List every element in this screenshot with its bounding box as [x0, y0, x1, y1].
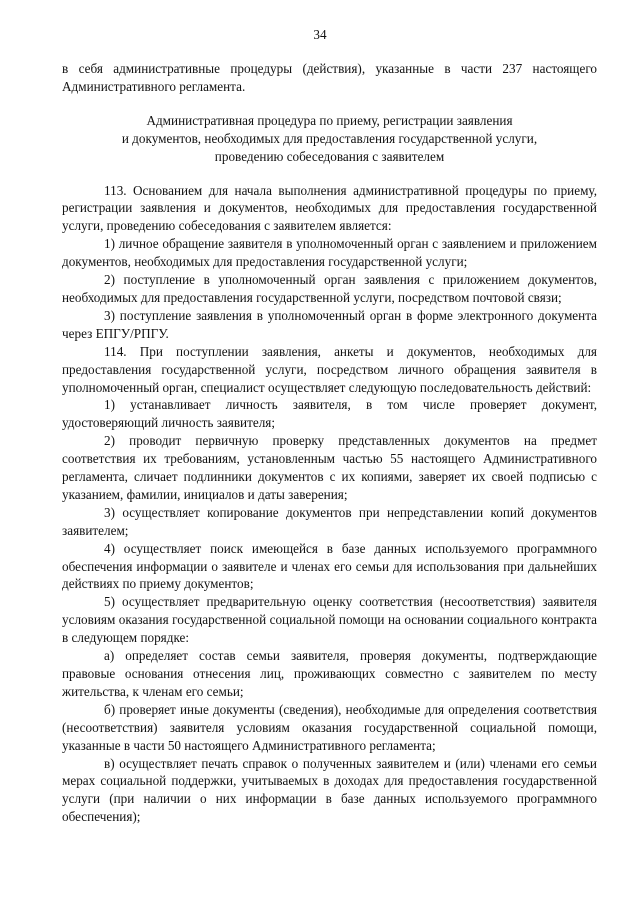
section-heading-line: и документов, необходимых для предоставления государственной услуги,: [121, 130, 538, 146]
sub-list-item: в) осуществляет печать справок о полученных заявителем и (или) членами его семьи мерах социальной поддержки, учитываемых в доходах для предоставления государственной услуги (при наличии о них информации в базе данных используемого программного обеспечения);: [62, 755, 597, 825]
intro-paragraph: в себя административные процедуры (действия), указанные в части 237 настоящего Административного регламента.: [62, 61, 597, 94]
page-number: 34: [313, 27, 327, 42]
list-item: 3) осуществляет копирование документов при непредставлении копий документов заявителем;: [62, 504, 597, 538]
sub-list-item: а) определяет состав семьи заявителя, проверяя документы, подтверждающие правовые основания отнесения лиц, проживающих совместно с заявителем по месту жительства, к членам его семьи;: [62, 648, 597, 699]
section-heading-line: Административная процедура по приему, регистрации заявления: [146, 112, 513, 128]
document-body: [62, 60, 597, 826]
list-item: 1) личное обращение заявителя в уполномоченный орган с заявлением и приложением документов, необходимых для предоставления государственной услуги;: [62, 236, 597, 270]
sub-list-item: б) проверяет иные документы (сведения), необходимые для определения соответствия (несоответствия) заявителя условиям оказания государственной социальной помощи, указанные в части 50 настоящего Административного регламента;: [62, 701, 597, 753]
paragraph-114: 114. При поступлении заявления, анкеты и документов, необходимых для предоставления государственной услуги, посредством личного обращения заявителя в уполномоченный орган, специалист осуществляет следующую последовательность действий:: [62, 343, 597, 395]
paragraph-113: 113. Основанием для начала выполнения административной процедуры по приему, регистрации заявления и документов, необходимых для предоставления государственной услуги, проведению собеседования с заявителем является:: [62, 182, 597, 234]
list-item: 2) поступление в уполномоченный орган заявления с приложением документов, необходимых для предоставления государственной услуги, посредством почтовой связи;: [62, 272, 597, 305]
list-item: 1) устанавливает личность заявителя, в том числе проверяет документ, удостоверяющий личность заявителя;: [62, 397, 597, 431]
list-item: 4) осуществляет поиск имеющейся в базе данных используемого программного обеспечения информации о заявителе и членах его семьи для использования при дальнейших действиях по приему документов;: [62, 540, 597, 592]
list-item: 3) поступление заявления в уполномоченный орган в форме электронного документа через ЕПГУ/РПГУ.: [62, 307, 597, 341]
section-heading-line: проведению собеседования с заявителем: [214, 148, 445, 164]
section-heading: [62, 112, 597, 166]
list-item: 2) проводит первичную проверку представленных документов на предмет соответствия их требованиям, установленным частью 55 настоящего Административного регламента, сличает подлинники документов с их копиями, заверяет их своей подписью с указанием, фамилии, инициалов и даты заверения;: [62, 433, 597, 502]
list-item: 5) осуществляет предварительную оценку соответствия (несоответствия) заявителя условиям оказания государственной социальной помощи на основании социального контракта в следующем порядке:: [62, 594, 597, 646]
